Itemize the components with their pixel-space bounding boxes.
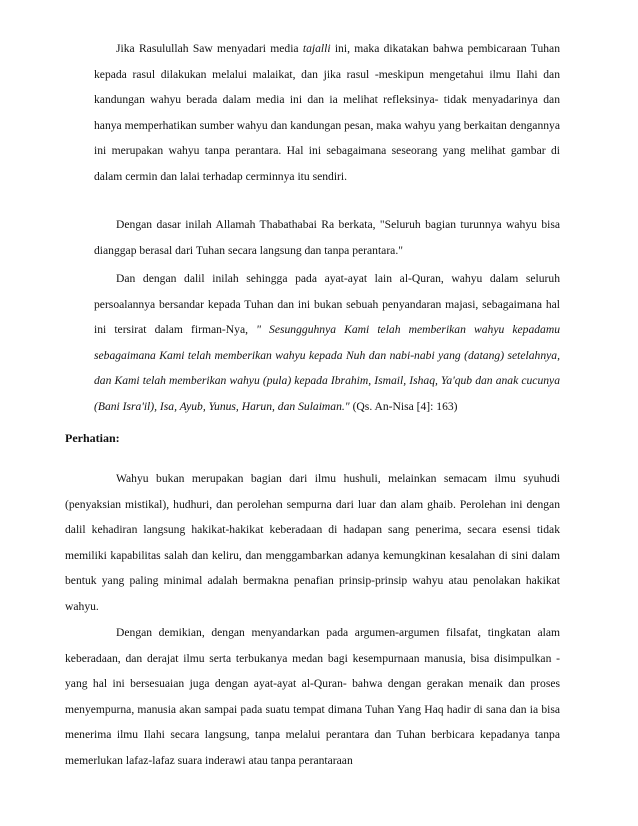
- quran-verse-quote: " Sesungguhnya Kami telah memberikan wahyu kepadamu sebagaimana Kami telah memberikan wahyu kepada Nuh dan nabi-nabi yang (datang) setelahnya, dan Kami telah memberikan wahyu (pula) kepada Ibrahim, Ismail, Ishaq, Ya'qub dan anak cucunya (Bani Isra'il), Isa, Ayub, Yunus, Harun, dan Sulaiman.": [94, 323, 561, 413]
- paragraph-tajalli-text-after: ini, maka dikatakan bahwa pembicaraan Tuhan kepada rasul dilakukan melalui malaikat, dan jika rasul -meskipun mengetahui ilmu Ilahi dan kandungan wahyu berada dalam media ini dan ia melihat refleksinya- tidak menyadarinya dan hanya memperhatikan sumber wahyu dan kandungan pesan, maka wahyu yang berkaitan dengannya ini merupakan wahyu tanpa perantara. Hal ini sebagaimana seseorang yang melihat gambar di dalam cermin dan lalai terhadap cerminnya itu sendiri.: [94, 42, 560, 183]
- paragraph-thabathabai-text: Dengan dasar inilah Allamah Thabathabai Ra berkata, "Seluruh bagian turunnya wahyu bisa dianggap berasal dari Tuhan secara langsung dan tanpa perantara.": [94, 218, 560, 257]
- paragraph-thabathabai: [94, 212, 560, 263]
- paragraph-tajalli: [94, 36, 560, 190]
- section-heading-perhatian: Perhatian:: [65, 431, 120, 445]
- paragraph-wahyu-hudhuri-text: Wahyu bukan merupakan bagian dari ilmu hushuli, melainkan semacam ilmu syuhudi (penyaksian mistikal), hudhuri, dan perolehan sempurna dari luar dan alam ghaib. Perolehan ini dengan dalil kehadiran langsung hakikat-hakikat keberadaan di hadapan sang penerima, secara esensi tidak memiliki kapabilitas salah dan keliru, dan menggambarkan adanya kemungkinan kesalahan di sini dalam bentuk yang paling minimal adalah bermakna penafian prinsip-prinsip wahyu atau penolakan hakikat wahyu.: [65, 472, 560, 613]
- paragraph-dengan-demikian-text: Dengan demikian, dengan menyandarkan pada argumen-argumen filsafat, tingkatan alam keberadaan, dan derajat ilmu serta terbukanya medan bagi kesempurnaan manusia, bisa disimpulkan -yang hal ini bersesuaian juga dengan ayat-ayat al-Quran- bahwa dengan gerakan menaik dan proses menyempurna, manusia akan sampai pada suatu tempat dimana Tuhan Yang Haq hadir di sana dan ia bisa menerima ilmu Ilahi secara langsung, tanpa melalui perantara dan Tuhan berbicara kepadanya tanpa memerlukan lafaz-lafaz suara inderawi atau tanpa perantaraan: [65, 626, 560, 767]
- paragraph-quran-verse: [94, 266, 560, 420]
- paragraph-tajalli-text-before: Jika Rasulullah Saw menyadari media: [116, 42, 303, 55]
- verse-citation: (Qs. An-Nisa [4]: 163): [349, 399, 458, 413]
- paragraph-tajalli-italic-term: tajalli: [302, 42, 331, 55]
- paragraph-dengan-demikian: [65, 620, 560, 774]
- paragraph-wahyu-hudhuri: [65, 466, 560, 620]
- paragraph-quran-verse-text-before: Dan dengan dalil inilah sehingga pada ayat-ayat lain al-Quran, wahyu dalam seluruh persoalannya bersandar kepada Tuhan dan ini bukan sebuah penyandaran majasi, sebagaimana hal ini tersirat dalam firman-Nya,: [94, 272, 560, 337]
